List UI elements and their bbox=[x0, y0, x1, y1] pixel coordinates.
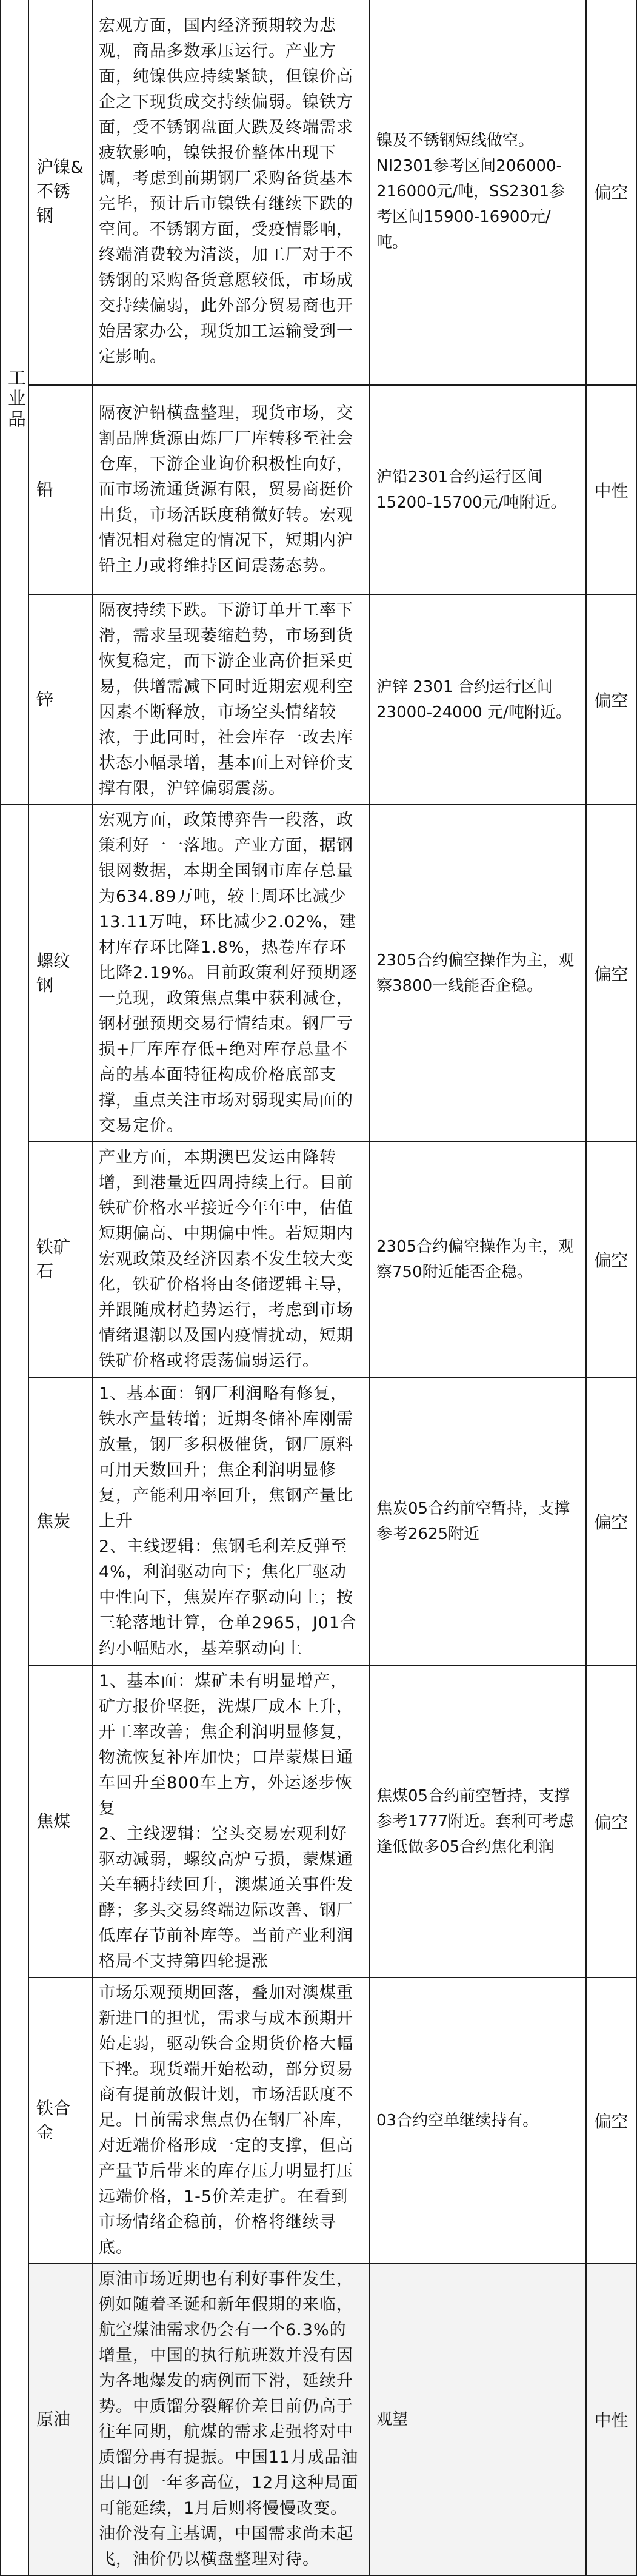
analysis-paragraph: 2、主线逻辑：焦钢毛利差反弹至4%，利润驱动向下；焦化厂驱动中性向下，焦炭库存驱动向上；按三轮落地计算，仓单2965，J01合约小幅贴水，基差驱动向上 bbox=[99, 1537, 358, 1658]
analysis-cell bbox=[92, 2264, 370, 2575]
analysis-cell bbox=[92, 1142, 370, 1377]
advice-cell: 沪铅2301合约运行区间15200-15700元/吨附近。 bbox=[370, 385, 586, 595]
table-row bbox=[1, 1666, 636, 1977]
table-row bbox=[1, 2264, 636, 2575]
advice-cell: 2305合约偏空操作为主，观察3800一线能否企稳。 bbox=[370, 805, 586, 1142]
variety-name: 沪镍&不锈钢 bbox=[28, 0, 92, 385]
analysis-cell bbox=[92, 595, 370, 805]
view-cell: 偏空 bbox=[586, 595, 636, 805]
advice-cell: 焦炭05合约前空暂持，支撑参考2625附近 bbox=[370, 1377, 586, 1666]
analysis-paragraph: 隔夜持续下跌。下游订单开工率下滑，需求呈现萎缩趋势，市场到货恢复稳定，而下游企业高价拒采更易，供增需减下同时近期宏观利空因素不断释放，市场空头情绪较浓，于此同时，社会库存一改去库状态小幅录增，基本面上对锌价支撑有限，沪锌偏弱震荡。 bbox=[99, 601, 353, 798]
category-cell bbox=[1, 0, 28, 805]
category-label: 工业品 bbox=[4, 368, 25, 430]
analysis-paragraph: 宏观方面，政策博弈告一段落，政策利好一一落地。产业方面，据钢银网数据，本期全国钢市库存总量为634.89万吨，较上周环比减少13.11万吨，环比减少2.02%，建材库存环比降1.8%，热卷库存环比降2.19%。目前政策利好预期逐一兑现，政策焦点集中获利减仓，钢材强预期交易行情结束。钢厂亏损+厂库库存低+绝对库存总量不高的基本面特征构成价格底部支撑，重点关注市场对弱现实局面的交易定价。 bbox=[99, 811, 358, 1135]
variety-name: 锌 bbox=[28, 595, 92, 805]
analysis-cell bbox=[92, 1666, 370, 1977]
table-row bbox=[1, 1142, 636, 1377]
category-cell-continued bbox=[1, 805, 28, 2575]
advice-cell: 沪锌 2301 合约运行区间23000-24000 元/吨附近。 bbox=[370, 595, 586, 805]
view-cell: 偏空 bbox=[586, 805, 636, 1142]
variety-name: 原油 bbox=[28, 2264, 92, 2575]
variety-name: 铅 bbox=[28, 385, 92, 595]
table-row bbox=[1, 1977, 636, 2264]
analysis-paragraph: 原油市场近期也有利好事件发生，例如随着圣诞和新年假期的来临，航空煤油需求仍会有一个6.3%的增量，中国的执行航班数并没有因为各地爆发的病例而下滑，延续升势。中质馏分裂解价差目前仍高于往年同期，航煤的需求走强将对中质馏分再有提振。中国11月成品油出口创一年多高位，12月这种局面可能延续，1月后则将慢慢改变。油价没有主基调，中国需求尚未起飞，油价仍以横盘整理对待。 bbox=[99, 2270, 359, 2569]
variety-name: 焦煤 bbox=[28, 1666, 92, 1977]
analysis-cell bbox=[92, 0, 370, 385]
variety-name: 铁矿石 bbox=[28, 1142, 92, 1377]
advice-cell: 焦煤05合约前空暂持，支撑参考1777附近。套利可考虑逢低做多05合约焦化利润 bbox=[370, 1666, 586, 1977]
analysis-paragraph: 隔夜沪铅横盘整理，现货市场，交割品牌货源由炼厂厂库转移至社会仓库，下游企业询价积极性向好，而市场流通货源有限，贸易商挺价出货，市场活跃度稍微好转。宏观情况相对稳定的情况下，短期内沪铅主力或将维持区间震荡态势。 bbox=[99, 404, 353, 575]
view-cell: 偏空 bbox=[586, 1377, 636, 1666]
advice-cell: 03合约空单继续持有。 bbox=[370, 1977, 586, 2264]
analysis-paragraph: 产业方面，本期澳巴发运由降转增，到港量近四周持续上行。目前铁矿价格水平接近今年年中，估值短期偏高、中期偏中性。若短期内宏观政策及经济因素不发生较大变化，铁矿价格将由冬储逻辑主导，并跟随成材趋势运行，考虑到市场情绪退潮以及国内疫情扰动，短期铁矿价格或将震荡偏弱运行。 bbox=[99, 1148, 353, 1370]
view-cell: 偏空 bbox=[586, 1142, 636, 1377]
advice-cell: 观望 bbox=[370, 2264, 586, 2575]
view-cell: 偏空 bbox=[586, 1977, 636, 2264]
analysis-cell bbox=[92, 385, 370, 595]
variety-name: 螺纹钢 bbox=[28, 805, 92, 1142]
view-cell: 偏空 bbox=[586, 0, 636, 385]
table-row bbox=[1, 385, 636, 595]
analysis-cell bbox=[92, 1977, 370, 2264]
analysis-paragraph: 1、基本面：钢厂利润略有修复，铁水产量转增；近期冬储补库刚需放量，钢厂多积极催货，钢厂原料可用天数回升；焦企利润明显修复，产能利用率回升，焦钢产量比上升 bbox=[99, 1384, 353, 1531]
analysis-paragraph: 市场乐观预期回落，叠加对澳煤重新进口的担忧，需求与成本预期开始走弱，驱动铁合金期货价格大幅下挫。现货端开始松动，部分贸易商有提前放假计划，市场活跃度不足。目前需求焦点仍在钢厂补库，对近端价格形成一定的支撑，但高产量节后带来的库存压力明显打压远端价格，1-5价差走扩。在看到市场情绪企稳前，价格将继续寻底。 bbox=[99, 1984, 353, 2257]
analysis-cell bbox=[92, 1377, 370, 1666]
variety-name: 焦炭 bbox=[28, 1377, 92, 1666]
view-cell: 中性 bbox=[586, 385, 636, 595]
table-row bbox=[1, 805, 636, 1142]
variety-name: 铁合金 bbox=[28, 1977, 92, 2264]
view-cell: 中性 bbox=[586, 2264, 636, 2575]
table-row bbox=[1, 595, 636, 805]
analysis-cell bbox=[92, 805, 370, 1142]
analysis-paragraph: 1、基本面：煤矿未有明显增产，矿方报价坚挺，洗煤厂成本上升，开工率改善；焦企利润明显修复，物流恢复补库加快；口岸蒙煤日通车回升至800车上方，外运逐步恢复 bbox=[99, 1672, 353, 1818]
advice-cell: 2305合约偏空操作为主，观察750附近能否企稳。 bbox=[370, 1142, 586, 1377]
table-row bbox=[1, 0, 636, 385]
advice-cell: 镍及不锈钢短线做空。NI2301参考区间206000-216000元/吨，SS2301参考区间15900-16900元/吨。 bbox=[370, 0, 586, 385]
analysis-paragraph: 2、主线逻辑：空头交易宏观利好驱动减弱，螺纹高炉亏损，蒙煤通关车辆持续回升，澳煤通关事件发酵；多头交易终端边际改善、钢厂低库存节前补库等。当前产业利润格局不支持第四轮提涨 bbox=[99, 1825, 353, 1971]
analysis-paragraph: 宏观方面，国内经济预期较为悲观，商品多数承压运行。产业方面，纯镍供应持续紧缺，但镍价高企之下现货成交持续偏弱。镍铁方面，受不锈钢盘面大跌及终端需求疲软影响，镍铁报价整体出现下调，考虑到前期钢厂采购备货基本完毕，预计后市镍铁有继续下跌的空间。不锈钢方面，受疫情影响，终端消费较为清淡，加工厂对于不锈钢的采购备货意愿较低，市场成交持续偏弱，此外部分贸易商也开始居家办公，现货加工运输受到一定影响。 bbox=[99, 16, 353, 366]
view-cell: 偏空 bbox=[586, 1666, 636, 1977]
table-row bbox=[1, 1377, 636, 1666]
